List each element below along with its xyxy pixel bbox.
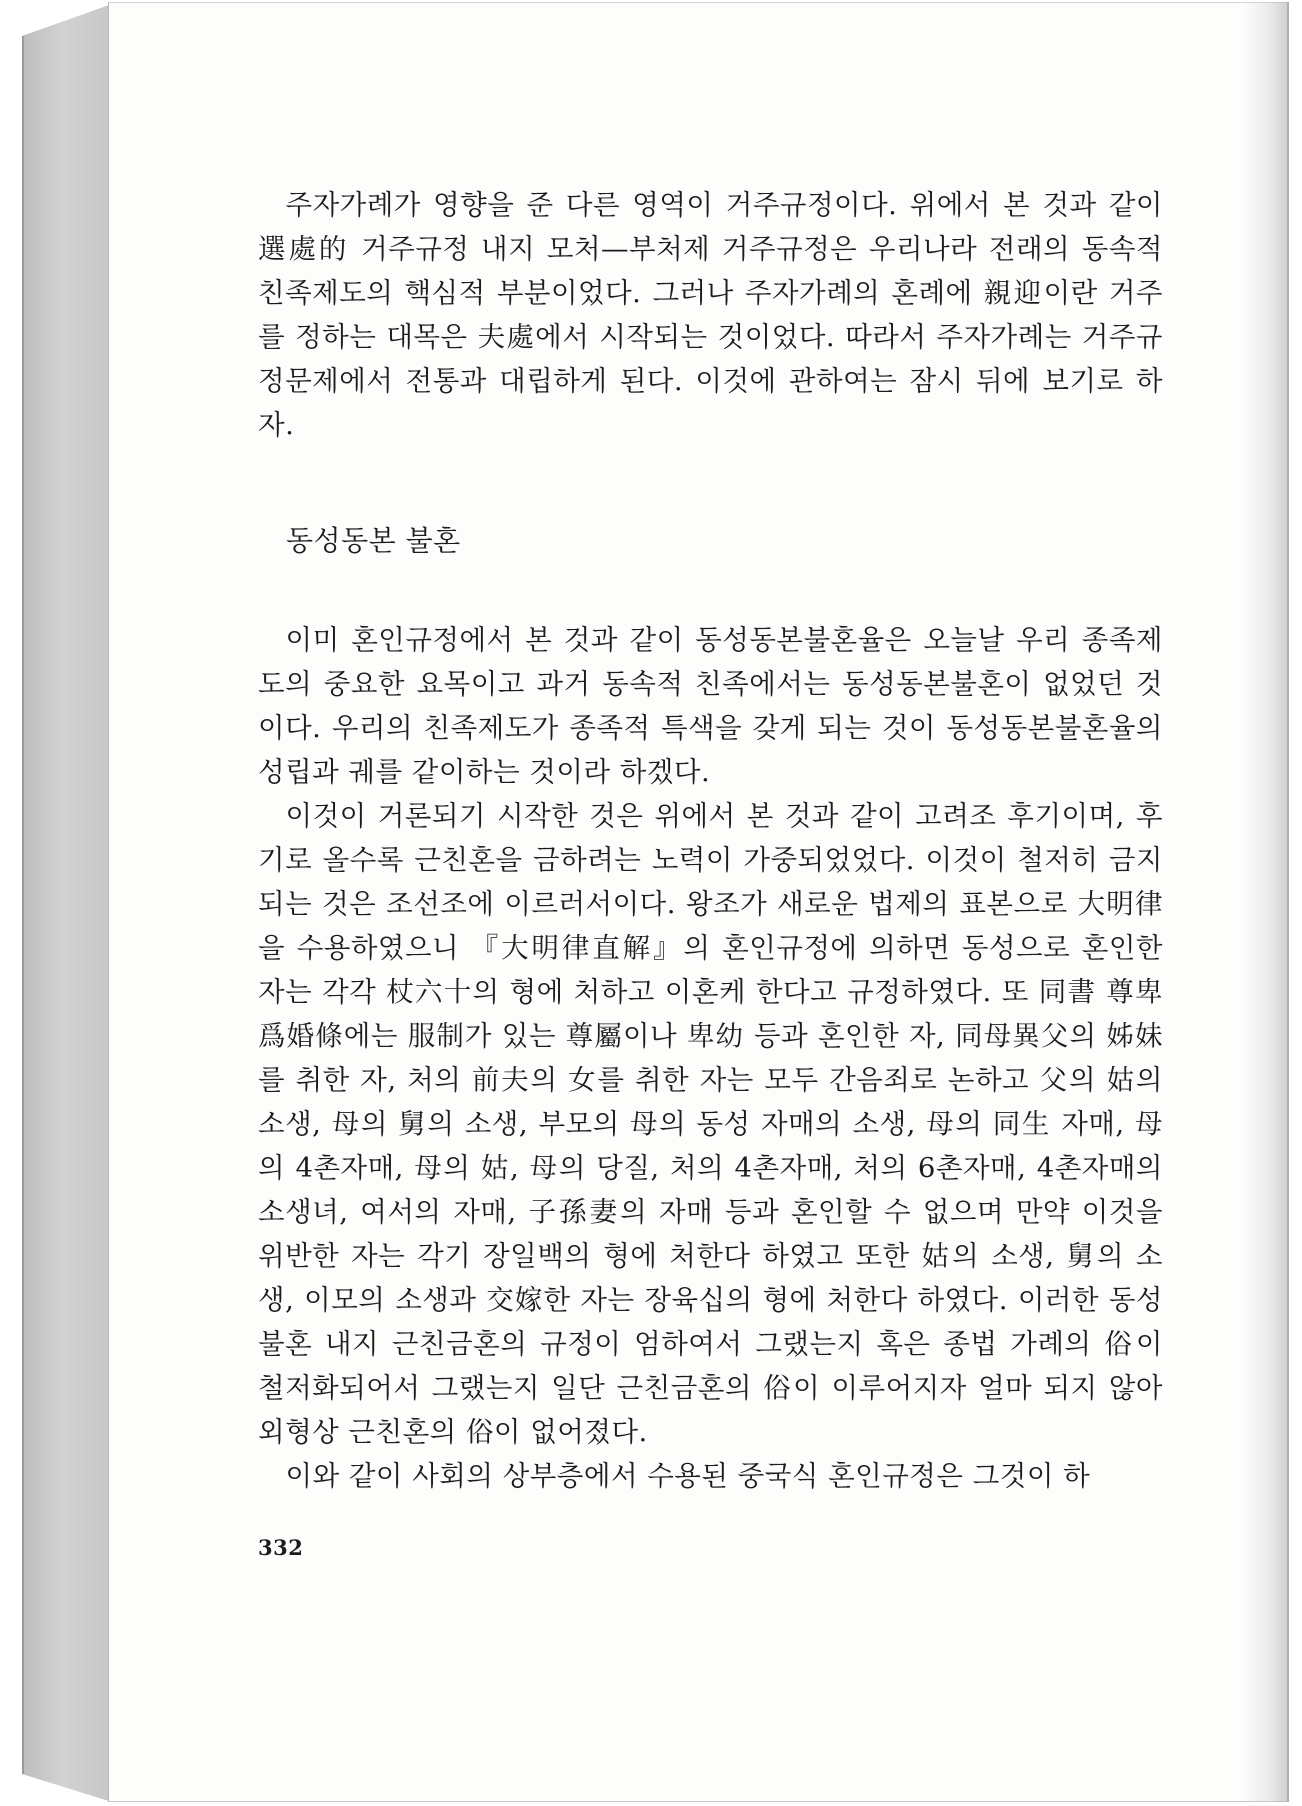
page-edge-shadow — [1242, 2, 1288, 1802]
book-spine — [22, 0, 112, 1806]
spacer — [258, 563, 1163, 618]
paragraph-continuation: 이와 같이 사회의 상부층에서 수용된 중국식 혼인규정은 그것이 하 — [285, 1460, 1091, 1492]
spacer — [258, 447, 1163, 519]
page-number: 332 — [258, 1535, 304, 1560]
section-heading: 동성동본 불혼 — [286, 524, 461, 557]
paragraph-residence-rules: 주자가례가 영향을 준 다른 영역이 거주규정이다. 위에서 본 것과 같이 選處的 거주규정 내지 모처—부처제 거주규정은 우리나라 전래의 동속적 친족제도의 핵심적 부분이었다. 그러나 주자가례의 혼례에 親迎이란 거주를 정하는 대목은 夫處에서 시작되는 것이었다. 따라서 주자가례는 거주규정문제에서 전통과 대립하게 된다. 이것에 관하여는 잠시 뒤에 보기로 하자. — [258, 189, 1163, 441]
paragraph-consanguinity-ban: 이것이 거론되기 시작한 것은 위에서 본 것과 같이 고려조 후기이며, 후기로 올수록 근친혼을 금하려는 노력이 가중되었었다. 이것이 철저히 금지되는 것은 조선조에 이르러서이다. 왕조가 새로운 법제의 표본으로 大明律을 수용하였으니 『大明律直解』의 혼인규정에 의하면 동성으로 혼인한 자는 각각 杖六十의 형에 처하고 이혼케 한다고 규정하였다. 또 同書 尊卑爲婚條에는 服制가 있는 尊屬이나 卑幼 등과 혼인한 자, 同母異父의 姊妹를 취한 자, 처의 前夫의 女를 취한 자는 모두 간음죄로 논하고 父의 姑의 소생, 母의 舅의 소생, 부모의 母의 동성 자매의 소생, 母의 同生 자매, 母의 4촌자매, 母의 姑, 母의 당질, 처의 4촌자매, 처의 6촌자매, 4촌자매의 소생녀, 여서의 자매, 子孫妻의 자매 등과 혼인할 수 없으며 만약 이것을 위반한 자는 각기 장일백의 형에 처한다 하였고 또한 姑의 소생, 舅의 소생, 이모의 소생과 交嫁한 자는 장육십의 형에 처한다 하였다. 이러한 동성불혼 내지 근친금혼의 규정이 엄하여서 그랬는지 혹은 종법 가례의 俗이 철저화되어서 그랬는지 일단 근친금혼의 俗이 이루어지자 얼마 되지 않아 외형상 근친혼의 俗이 없어졌다. — [258, 800, 1163, 1448]
page-edge-line — [1287, 2, 1289, 1802]
page-text-block — [258, 183, 1163, 1498]
paragraph-surname-exogamy: 이미 혼인규정에서 본 것과 같이 동성동본불혼율은 오늘날 우리 종족제도의 중요한 요목이고 과거 동속적 친족에서는 동성동본불혼이 없었던 것이다. 우리의 친족제도가 종족적 특색을 갖게 되는 것이 동성동본불혼율의 성립과 궤를 같이하는 것이라 하겠다. — [258, 624, 1163, 788]
